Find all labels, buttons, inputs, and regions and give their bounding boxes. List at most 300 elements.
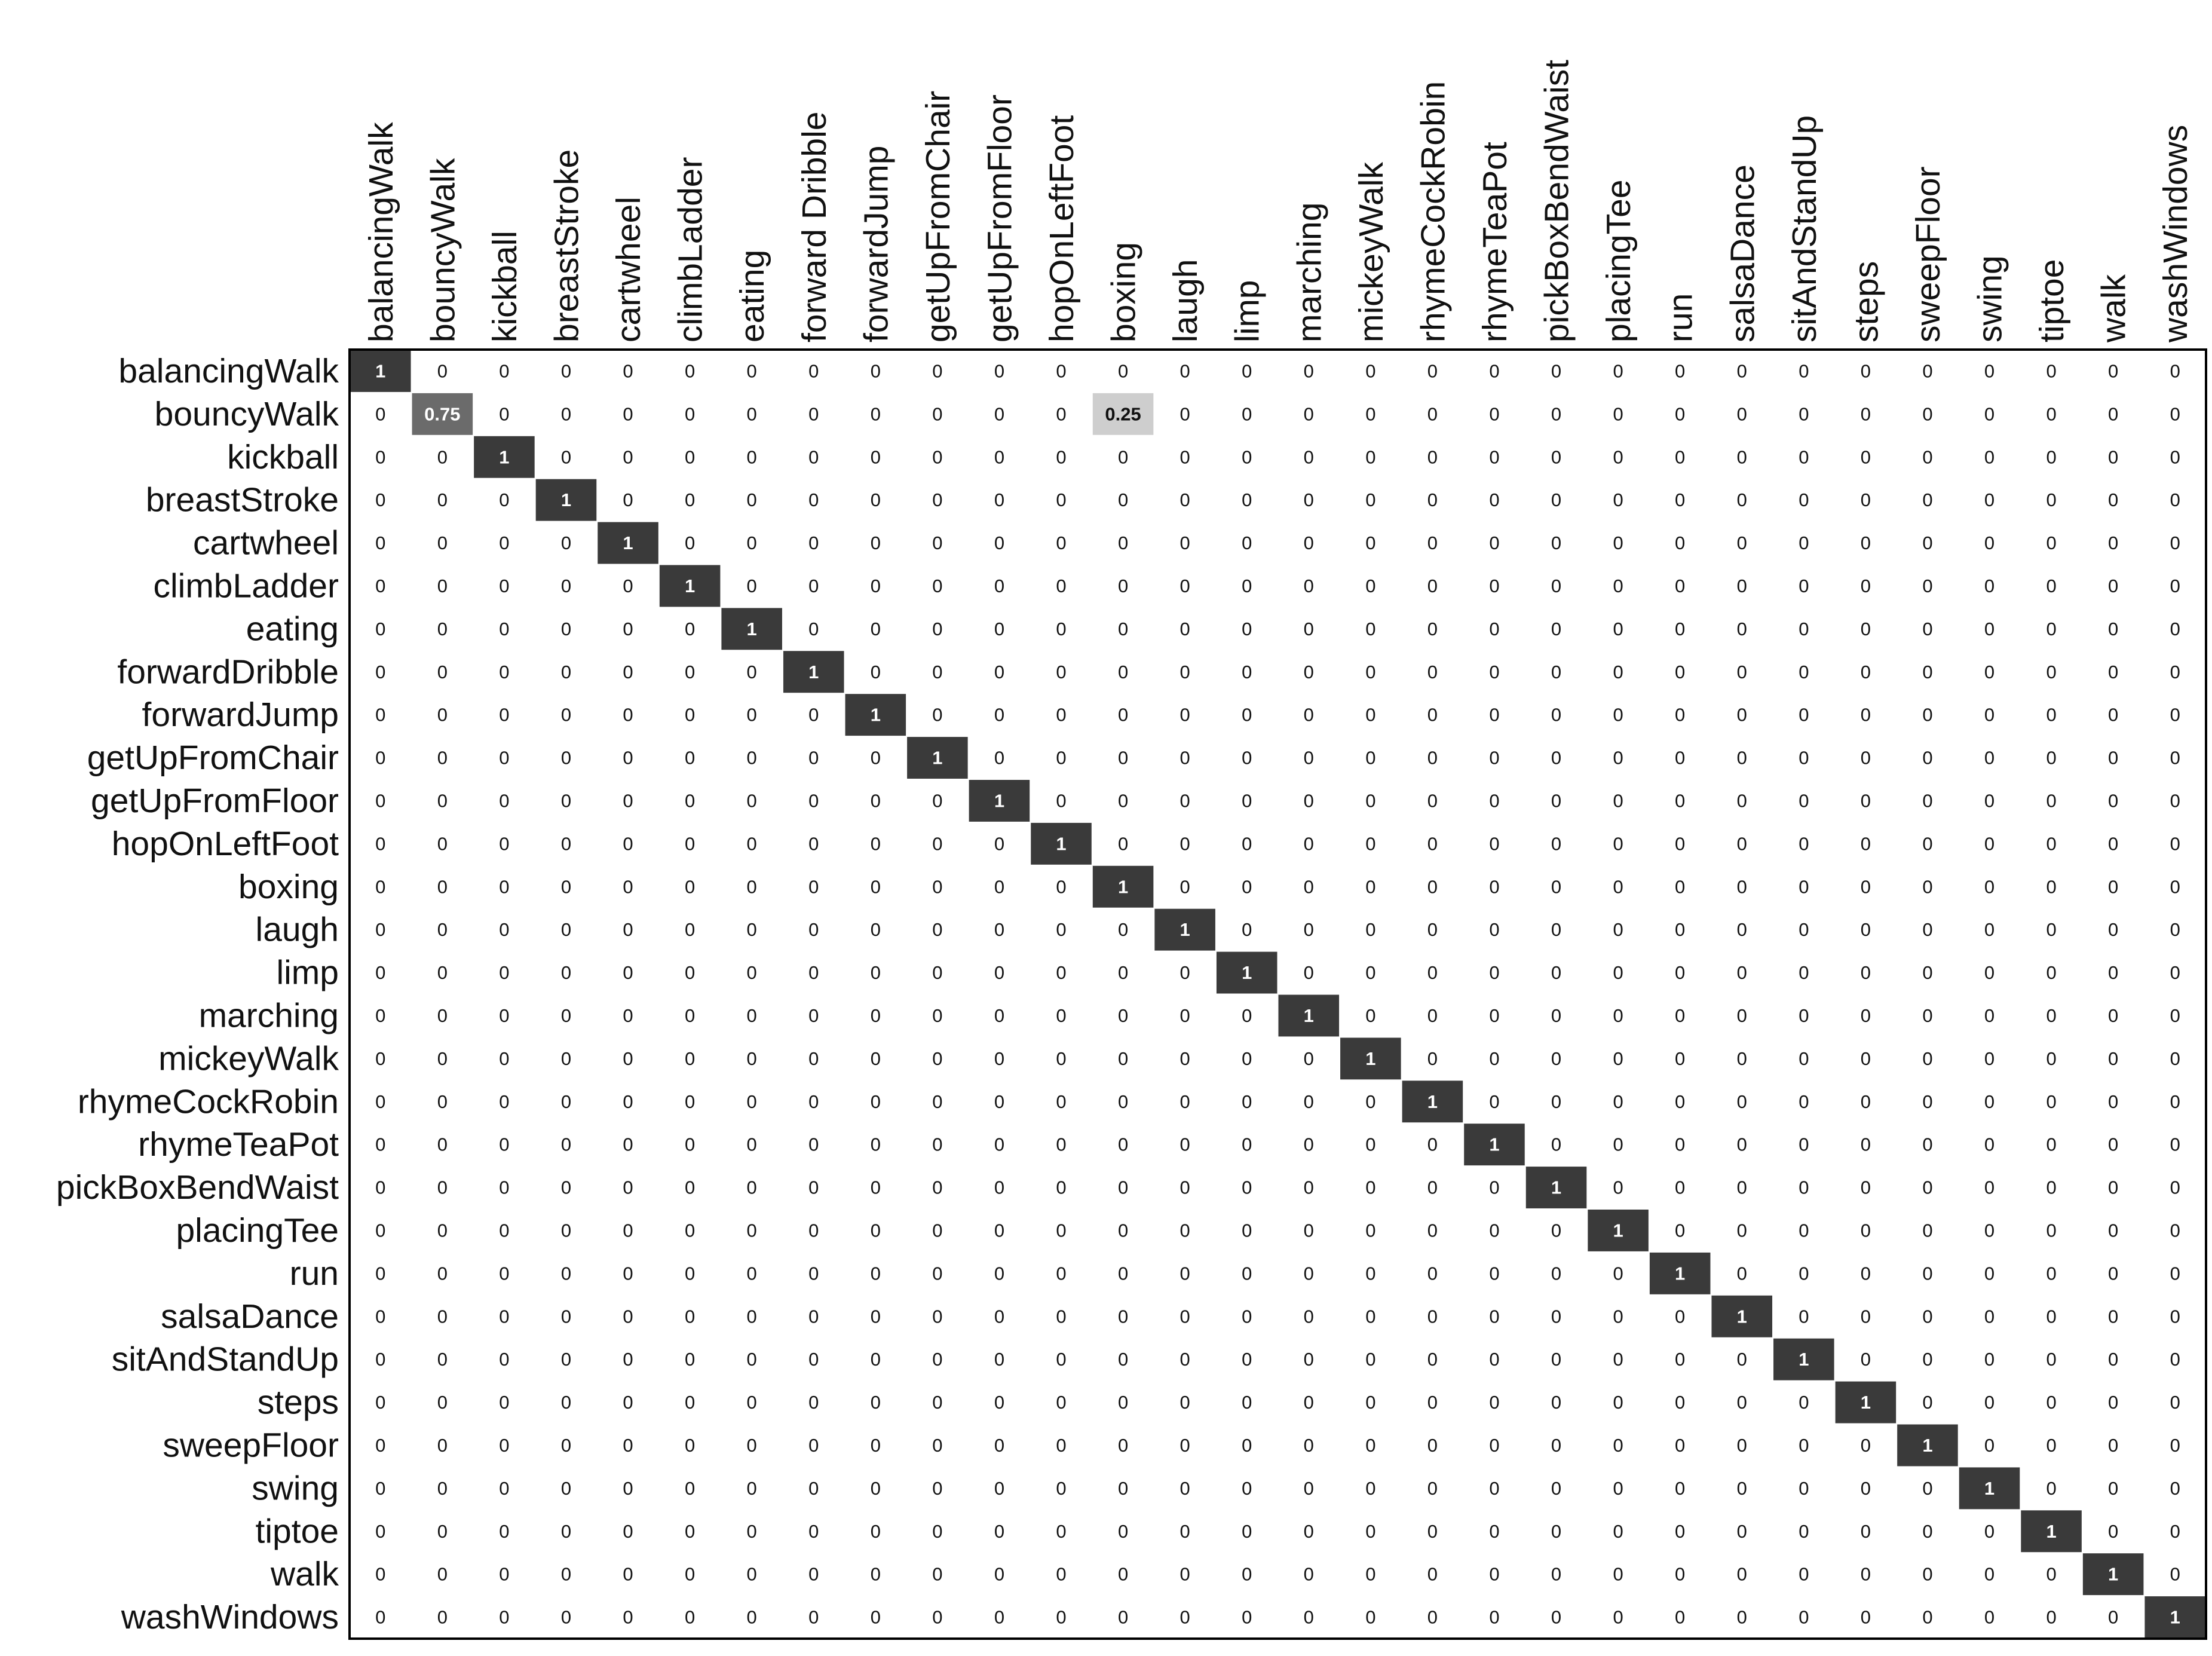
cell-value: 0 — [499, 618, 510, 639]
cell-value: 0 — [1427, 1048, 1438, 1069]
cell-value: 0 — [2108, 1306, 2119, 1327]
cell-value: 0 — [1489, 876, 1500, 898]
cell-value: 0 — [1922, 1306, 1933, 1327]
cell-value: 0 — [932, 446, 943, 468]
cell-value: 0 — [1179, 661, 1190, 682]
cell-value: 0 — [1551, 876, 1562, 898]
cell-value: 0 — [808, 1349, 819, 1370]
cell-value: 0 — [1365, 489, 1376, 511]
cell-value: 0 — [684, 489, 696, 511]
cell-value: 0 — [1860, 747, 1871, 769]
cell-value: 0 — [2046, 919, 2057, 941]
cell-value: 0 — [746, 360, 757, 382]
cell-value: 0 — [1984, 962, 1995, 984]
cell-value: 1 — [1551, 1177, 1562, 1198]
cell-value: 0 — [1799, 1134, 1809, 1155]
cell-value: 0 — [1551, 1091, 1562, 1112]
cell-value: 0 — [1613, 1005, 1623, 1026]
cell-value: 0 — [1117, 1220, 1129, 1241]
cell-value: 0 — [1675, 1520, 1686, 1542]
cell-value: 0 — [2108, 1091, 2119, 1112]
cell-value: 0 — [1365, 1220, 1376, 1241]
cell-value: 0 — [746, 446, 757, 468]
cell-value: 0 — [2170, 1520, 2180, 1542]
cell-value: 0 — [2046, 1048, 2057, 1069]
cell-value: 0 — [1613, 1563, 1623, 1585]
cell-value: 0 — [623, 1134, 633, 1155]
cell-value: 0 — [1551, 1306, 1562, 1327]
cell-value: 0 — [1984, 1220, 1995, 1241]
cell-value: 0 — [1613, 1263, 1623, 1284]
cell-value: 0 — [1675, 1306, 1686, 1327]
cell-value: 0 — [1179, 1177, 1190, 1198]
cell-value: 0 — [499, 747, 510, 769]
cell-value: 0 — [1984, 790, 1995, 812]
cell-value: 0 — [684, 790, 696, 812]
column-label: rhymeCockRobin — [1414, 81, 1453, 342]
cell-value: 0 — [499, 1434, 510, 1456]
cell-value: 0 — [437, 1392, 448, 1413]
cell-value: 0 — [1736, 1520, 1747, 1542]
cell-value: 0 — [375, 1220, 386, 1241]
cell-value: 0 — [623, 403, 633, 425]
cell-value: 0 — [2108, 1177, 2119, 1198]
cell-value: 0 — [1365, 1606, 1376, 1628]
cell-value: 0 — [1056, 1263, 1067, 1284]
cell-value: 0 — [623, 1263, 633, 1284]
cell-value: 0 — [1242, 790, 1252, 812]
cell-value: 0 — [499, 919, 510, 941]
cell-value: 0 — [1736, 1220, 1747, 1241]
cell-value: 0 — [560, 1091, 572, 1112]
cell-value: 0 — [1117, 489, 1129, 511]
cell-value: 0 — [1984, 489, 1995, 511]
cell-value: 0 — [1984, 1005, 1995, 1026]
cell-value: 0 — [375, 1392, 386, 1413]
cell-value: 0 — [375, 446, 386, 468]
cell-value: 0 — [1489, 1177, 1500, 1198]
cell-value: 0 — [1675, 1434, 1686, 1456]
cell-value: 0 — [1056, 1091, 1067, 1112]
cell-value: 0 — [2046, 833, 2057, 855]
cell-value: 0 — [1117, 1005, 1129, 1026]
row-label: mickeyWalk — [158, 1039, 339, 1078]
column-label: hopOnLeftFoot — [1043, 115, 1082, 342]
cell-value: 0 — [1922, 446, 1933, 468]
row-label: cartwheel — [193, 524, 339, 562]
cell-value: 0 — [746, 1392, 757, 1413]
cell-value: 0 — [994, 1606, 1005, 1628]
cell-value: 0 — [1489, 1392, 1500, 1413]
cell-value: 0 — [1303, 1134, 1314, 1155]
cell-value: 0 — [623, 1606, 633, 1628]
cell-value: 0 — [375, 661, 386, 682]
cell-value: 1 — [1984, 1477, 1995, 1499]
cell-value: 0 — [932, 1091, 943, 1112]
row-label: washWindows — [121, 1598, 339, 1637]
cell-value: 0 — [2108, 962, 2119, 984]
cell-value: 1 — [1736, 1306, 1747, 1327]
cell-value: 0 — [1551, 704, 1562, 726]
cell-value: 0 — [808, 1392, 819, 1413]
cell-value: 0 — [1736, 403, 1747, 425]
cell-value: 0 — [1984, 1048, 1995, 1069]
cell-value: 0 — [2046, 876, 2057, 898]
cell-value: 0 — [1427, 1563, 1438, 1585]
cell-value: 0 — [437, 1349, 448, 1370]
cell-value: 0 — [437, 833, 448, 855]
cell-value: 0 — [1675, 575, 1686, 596]
cell-value: 0 — [1551, 1263, 1562, 1284]
cell-value: 0 — [684, 1306, 696, 1327]
cell-value: 0 — [1799, 661, 1809, 682]
cell-value: 0 — [870, 1091, 881, 1112]
cell-value: 0 — [1736, 833, 1747, 855]
cell-value: 0 — [684, 1048, 696, 1069]
cell-value: 0 — [1365, 919, 1376, 941]
cell-value: 0 — [870, 962, 881, 984]
cell-value: 0 — [2046, 575, 2057, 596]
cell-value: 1 — [1489, 1134, 1500, 1155]
cell-value: 0 — [1179, 360, 1190, 382]
cell-value: 0 — [2046, 1306, 2057, 1327]
cell-value: 0 — [1489, 489, 1500, 511]
cell-value: 0 — [1303, 1048, 1314, 1069]
cell-value: 1 — [1860, 1392, 1871, 1413]
cell-value: 0 — [932, 876, 943, 898]
cell-value: 0 — [684, 1177, 696, 1198]
cell-value: 0 — [1303, 532, 1314, 554]
row-label: run — [289, 1254, 339, 1293]
cell-value: 0 — [2046, 618, 2057, 639]
cell-value: 0 — [1799, 704, 1809, 726]
cell-value: 0 — [1613, 876, 1623, 898]
cell-value: 0 — [1736, 1392, 1747, 1413]
cell-value: 0 — [870, 446, 881, 468]
cell-value: 0 — [932, 1606, 943, 1628]
cell-value: 0 — [808, 876, 819, 898]
cell-value: 0 — [2170, 618, 2180, 639]
cell-value: 0 — [1303, 403, 1314, 425]
cell-value: 0 — [1242, 1349, 1252, 1370]
cell-value: 0 — [1675, 661, 1686, 682]
cell-value: 0 — [1799, 962, 1809, 984]
cell-value: 0 — [746, 1263, 757, 1284]
cell-value: 0 — [746, 489, 757, 511]
cell-value: 0 — [2170, 532, 2180, 554]
cell-value: 1 — [1613, 1220, 1623, 1241]
cell-value: 0 — [1489, 1091, 1500, 1112]
cell-value: 0 — [684, 446, 696, 468]
cell-value: 0 — [808, 1434, 819, 1456]
cell-value: 0 — [2170, 1477, 2180, 1499]
cell-value: 0 — [870, 1606, 881, 1628]
cell-value: 0 — [1799, 446, 1809, 468]
cell-value: 0 — [1551, 1563, 1562, 1585]
cell-value: 0 — [684, 1349, 696, 1370]
cell-value: 0 — [623, 1005, 633, 1026]
cell-value: 0 — [1365, 1477, 1376, 1499]
cell-value: 0 — [623, 618, 633, 639]
cell-value: 0 — [808, 1520, 819, 1542]
cell-value: 0 — [1242, 575, 1252, 596]
column-label: washWindows — [2156, 124, 2195, 342]
cell-value: 0 — [1242, 1392, 1252, 1413]
cell-value: 1 — [1056, 833, 1067, 855]
row-label: walk — [270, 1555, 339, 1594]
cell-value: 0 — [499, 1606, 510, 1628]
cell-value: 0 — [1427, 1392, 1438, 1413]
cell-value: 0 — [1860, 1134, 1871, 1155]
cell-value: 0 — [375, 833, 386, 855]
cell-value: 1 — [2046, 1520, 2057, 1542]
cell-value: 0 — [1799, 1091, 1809, 1112]
cell-value: 0 — [932, 618, 943, 639]
cell-value: 0 — [560, 1220, 572, 1241]
cell-value: 0 — [437, 790, 448, 812]
cell-value: 0 — [1551, 1005, 1562, 1026]
cell-value: 0 — [1117, 360, 1129, 382]
cell-value: 0 — [1613, 1091, 1623, 1112]
cell-value: 0 — [870, 919, 881, 941]
cell-value: 0 — [1365, 962, 1376, 984]
cell-value: 0 — [1179, 1306, 1190, 1327]
row-label: marching — [198, 996, 339, 1035]
cell-value: 0 — [1117, 1520, 1129, 1542]
cell-value: 0 — [932, 1477, 943, 1499]
cell-value: 0 — [808, 919, 819, 941]
cell-value: 0 — [1613, 532, 1623, 554]
cell-value: 0 — [1984, 1134, 1995, 1155]
cell-value: 0 — [1179, 618, 1190, 639]
cell-value: 0 — [1427, 833, 1438, 855]
cell-value: 0 — [1427, 1306, 1438, 1327]
cell-value: 0 — [870, 489, 881, 511]
cell-value: 0 — [684, 403, 696, 425]
cell-value: 0 — [1922, 1349, 1933, 1370]
row-label: pickBoxBendWaist — [56, 1168, 339, 1207]
cell-value: 0 — [1242, 446, 1252, 468]
cell-value: 0 — [746, 1477, 757, 1499]
cell-value: 0 — [1922, 1177, 1933, 1198]
cell-value: 0 — [1984, 747, 1995, 769]
cell-value: 0 — [808, 618, 819, 639]
cell-value: 0 — [2046, 1477, 2057, 1499]
cell-value: 0 — [1489, 618, 1500, 639]
cell-value: 0 — [1799, 1220, 1809, 1241]
cell-value: 0 — [1799, 1392, 1809, 1413]
cell-value: 0 — [499, 790, 510, 812]
cell-value: 0 — [1675, 1477, 1686, 1499]
column-label: kickball — [485, 231, 524, 342]
cell-value: 0 — [1303, 1306, 1314, 1327]
cell-value: 0 — [870, 876, 881, 898]
cell-value: 0 — [2108, 1434, 2119, 1456]
cell-value: 0 — [1179, 1477, 1190, 1499]
cell-value: 0 — [1365, 360, 1376, 382]
cell-value: 0 — [1427, 1434, 1438, 1456]
cell-value: 0 — [499, 876, 510, 898]
row-label: sweepFloor — [163, 1426, 339, 1465]
cell-value: 0 — [375, 1477, 386, 1499]
cell-value: 0 — [1675, 1220, 1686, 1241]
cell-value: 0 — [1427, 1520, 1438, 1542]
cell-value: 0 — [1860, 403, 1871, 425]
cell-value: 0 — [1799, 575, 1809, 596]
row-label: rhymeTeaPot — [138, 1125, 339, 1164]
column-label: balancingWalk — [361, 122, 400, 342]
cell-value: 0 — [1984, 1563, 1995, 1585]
cell-value: 0 — [1551, 747, 1562, 769]
cell-value: 0 — [437, 1263, 448, 1284]
row-label: breastStroke — [145, 480, 339, 519]
cell-value: 0 — [1922, 833, 1933, 855]
cell-value: 0 — [1242, 1048, 1252, 1069]
cell-value: 0 — [375, 1005, 386, 1026]
cell-value: 0 — [1675, 747, 1686, 769]
cell-value: 0 — [1799, 1563, 1809, 1585]
cell-value: 0 — [1489, 1563, 1500, 1585]
cell-value: 0 — [1365, 1263, 1376, 1284]
cell-value: 0 — [1179, 575, 1190, 596]
cell-value: 0 — [623, 1048, 633, 1069]
cell-value: 0 — [1736, 1349, 1747, 1370]
cell-value: 0 — [1799, 403, 1809, 425]
cell-value: 0 — [1922, 1606, 1933, 1628]
row-label: placingTee — [176, 1211, 339, 1250]
cell-value: 0 — [1056, 1177, 1067, 1198]
cell-value: 0 — [1922, 1134, 1933, 1155]
cell-value: 0 — [1613, 1306, 1623, 1327]
cell-value: 0 — [1860, 1434, 1871, 1456]
cell-value: 0 — [684, 1392, 696, 1413]
cell-value: 0 — [1799, 1520, 1809, 1542]
cell-value: 0 — [1799, 1434, 1809, 1456]
cell-value: 0 — [499, 1349, 510, 1370]
cell-value: 0 — [623, 1563, 633, 1585]
cell-value: 0 — [1984, 618, 1995, 639]
cell-value: 0 — [1736, 1477, 1747, 1499]
cell-value: 0 — [1303, 1263, 1314, 1284]
cell-value: 0 — [1056, 1005, 1067, 1026]
cell-value: 0 — [1056, 661, 1067, 682]
cell-value: 0 — [1860, 1563, 1871, 1585]
cell-value: 0 — [1365, 833, 1376, 855]
column-label: placingTee — [1600, 179, 1638, 342]
cell-value: 0 — [1179, 1220, 1190, 1241]
cell-value: 0 — [437, 1563, 448, 1585]
cell-value: 0 — [375, 790, 386, 812]
cell-value: 0 — [2046, 1220, 2057, 1241]
cell-value: 0 — [932, 1177, 943, 1198]
cell-value: 0 — [1117, 1091, 1129, 1112]
column-label: cartwheel — [609, 197, 648, 342]
cell-value: 0 — [1365, 1434, 1376, 1456]
cell-value: 0 — [1984, 1349, 1995, 1370]
cell-value: 0 — [808, 1477, 819, 1499]
cell-value: 0 — [808, 790, 819, 812]
cell-value: 0 — [1736, 747, 1747, 769]
cell-value: 0 — [560, 1563, 572, 1585]
cell-value: 0 — [1613, 704, 1623, 726]
cell-value: 0 — [1179, 1392, 1190, 1413]
cell-value: 0 — [932, 1263, 943, 1284]
cell-value: 0 — [2108, 1477, 2119, 1499]
cell-value: 0 — [1984, 833, 1995, 855]
cell-value: 0 — [1117, 661, 1129, 682]
cell-value: 0 — [1675, 1134, 1686, 1155]
cell-value: 0 — [1799, 1306, 1809, 1327]
cell-value: 0 — [437, 704, 448, 726]
cell-value: 0 — [1736, 1134, 1747, 1155]
cell-value: 0 — [808, 1005, 819, 1026]
cell-value: 0 — [994, 661, 1005, 682]
cell-value: 0 — [375, 1349, 386, 1370]
cell-value: 0 — [1860, 1048, 1871, 1069]
cell-value: 0 — [1736, 1606, 1747, 1628]
cell-value: 0 — [623, 962, 633, 984]
cell-value: 0 — [1736, 661, 1747, 682]
cell-value: 0 — [1613, 446, 1623, 468]
cell-value: 0 — [1551, 1349, 1562, 1370]
cell-value: 1 — [932, 747, 943, 769]
cell-value: 0 — [1551, 446, 1562, 468]
cell-value: 0 — [1860, 704, 1871, 726]
cell-value: 0 — [2046, 704, 2057, 726]
cell-value: 0 — [1860, 618, 1871, 639]
cell-value: 0 — [1984, 1434, 1995, 1456]
cell-value: 0 — [1613, 1048, 1623, 1069]
cell-value: 0 — [499, 575, 510, 596]
cell-value: 0 — [1427, 1005, 1438, 1026]
cell-value: 0 — [2108, 661, 2119, 682]
cell-value: 0 — [932, 790, 943, 812]
cell-value: 0 — [2170, 833, 2180, 855]
cell-value: 0 — [1489, 532, 1500, 554]
cell-value: 0 — [623, 919, 633, 941]
cell-value: 0 — [2108, 1606, 2119, 1628]
cell-value: 0 — [437, 1477, 448, 1499]
cell-value: 0 — [1551, 833, 1562, 855]
cell-value: 0 — [1984, 1091, 1995, 1112]
cell-value: 1 — [1922, 1434, 1933, 1456]
cell-value: 0 — [746, 1220, 757, 1241]
cell-value: 0 — [1984, 1520, 1995, 1542]
cell-value: 0 — [437, 489, 448, 511]
column-label: swing — [1971, 255, 2009, 342]
cell-value: 0 — [1613, 1520, 1623, 1542]
column-label: mickeyWalk — [1352, 162, 1390, 342]
column-label: walk — [2094, 274, 2133, 342]
cell-value: 1 — [1427, 1091, 1438, 1112]
cell-value: 0 — [870, 1048, 881, 1069]
cell-value: 0 — [2046, 446, 2057, 468]
cell-value: 0 — [1303, 1091, 1314, 1112]
column-label: boxing — [1104, 242, 1143, 342]
cell-value: 1 — [2108, 1563, 2119, 1585]
cell-value: 0 — [870, 1520, 881, 1542]
cell-value: 0 — [1365, 704, 1376, 726]
cell-value: 0 — [1365, 1134, 1376, 1155]
cell-value: 0 — [1179, 1263, 1190, 1284]
cell-value: 0 — [499, 1477, 510, 1499]
cell-value: 0 — [1365, 876, 1376, 898]
cell-value: 0 — [684, 1005, 696, 1026]
cell-value: 0 — [1922, 1520, 1933, 1542]
cell-value: 0 — [1984, 919, 1995, 941]
cell-value: 0 — [994, 532, 1005, 554]
cell-value: 0 — [1303, 360, 1314, 382]
